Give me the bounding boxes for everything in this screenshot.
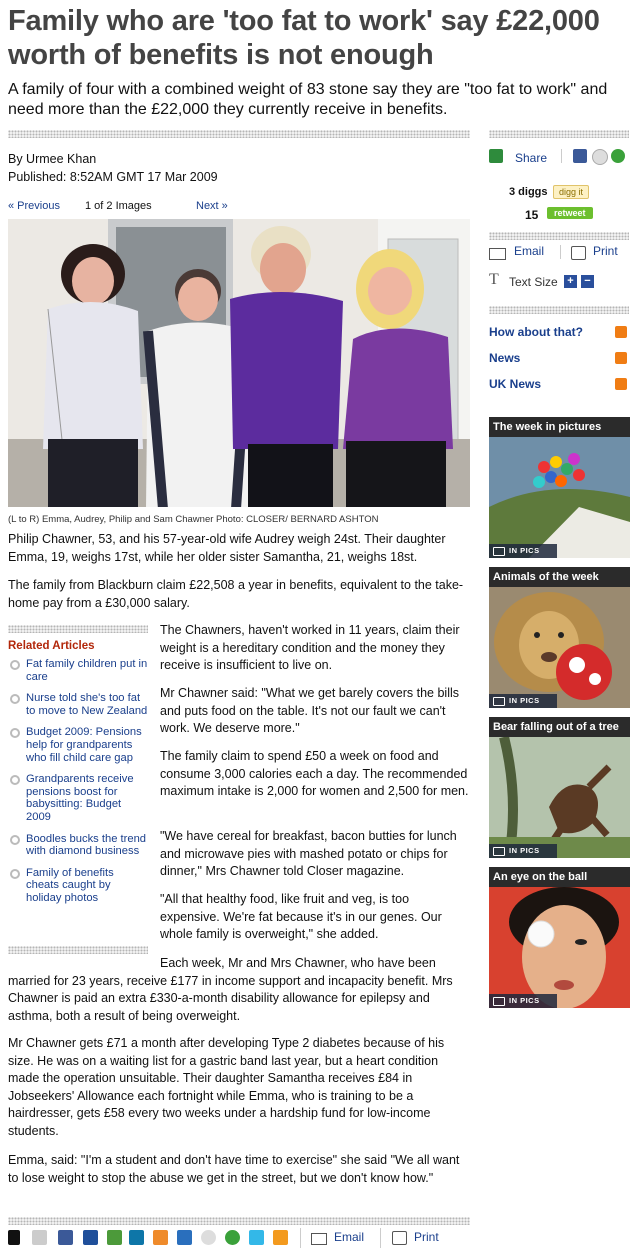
rss-icon[interactable]	[615, 352, 627, 364]
promo-bear-falling[interactable]	[489, 717, 630, 858]
in-pics-badge: IN PICS	[489, 994, 557, 1008]
retweet-button[interactable]: retweet	[547, 207, 593, 219]
promo-image	[489, 737, 630, 858]
section-link-label: UK News	[489, 377, 542, 391]
buzz-icon[interactable]	[273, 1230, 288, 1245]
related-article-label: Budget 2009: Pensions help for grandparents who fill child care gap	[26, 726, 142, 764]
promo-image	[489, 587, 630, 708]
printer-icon	[392, 1231, 407, 1245]
related-article-label: Fat family children put in care	[26, 658, 148, 683]
camera-icon	[493, 547, 505, 556]
facebook-icon[interactable]	[573, 149, 587, 163]
article-photo[interactable]	[8, 219, 470, 507]
delicious-icon[interactable]	[8, 1230, 20, 1245]
related-article-label: Family of benefits cheats caught by holiday photos	[26, 866, 114, 904]
paragraph: Each week, Mr and Mrs Chawner, who have been married for 23 years, receive £177 in income support and incapacity benefit. Mrs Chawner is paid an extra £330-a-month disability allowance for epilepsy and asthma, both a result of being overweight.	[8, 956, 453, 1023]
bullet-icon	[10, 775, 20, 785]
fark-icon[interactable]	[83, 1230, 98, 1245]
related-article-link[interactable]	[8, 773, 148, 823]
promo-title: An eye on the ball	[489, 867, 630, 887]
related-article-label: Nurse told she's too fat to move to New Zealand	[26, 692, 148, 717]
rss-icon[interactable]	[615, 326, 627, 338]
related-articles-list	[8, 658, 148, 905]
digg-count: 3 diggs	[509, 186, 548, 198]
paragraph: "All that healthy food, like fruit and veg, is too expensive. We're fat because it's in our genes. Our whole family is overweight," she added.	[160, 892, 442, 941]
digg-retweet-block	[489, 186, 629, 226]
paragraph: "We have cereal for breakfast, bacon butties for lunch and microwave pies with mashed potato or chips for dinner," Mrs Chawner told Closer magazine.	[160, 829, 457, 878]
paragraph: The family claim to spend £50 a week on food and consume 3,000 calories each a day. The recommended maximum intake is 2,000 for women and 2,500 for men.	[160, 749, 469, 798]
text-size-row	[489, 273, 629, 293]
promo-title: Animals of the week	[489, 567, 630, 587]
paragraph: The family from Blackburn claim £22,508 a year in benefits, equivalent to the take-home pay from a £30,000 salary.	[8, 578, 464, 610]
related-article-label: Boodles bucks the trend with diamond business	[26, 832, 147, 858]
related-article-link[interactable]	[8, 726, 148, 764]
twitter-icon[interactable]	[249, 1230, 264, 1245]
digg-button[interactable]: digg it	[553, 185, 589, 199]
divider	[560, 245, 561, 259]
divider	[561, 149, 562, 163]
share-link[interactable]: Share	[515, 151, 548, 165]
related-articles	[8, 640, 148, 914]
promo-title: Bear falling out of a tree	[489, 717, 630, 737]
related-article-label: Grandparents receive pensions boost for babysitting: Budget 2009	[26, 773, 134, 823]
reddit-icon[interactable]	[201, 1230, 216, 1245]
related-articles-heading: Related Articles	[8, 640, 95, 652]
camera-icon	[493, 847, 505, 856]
in-pics-badge: IN PICS	[489, 694, 557, 708]
reddit-icon[interactable]	[592, 149, 608, 165]
share-footer	[8, 1228, 478, 1248]
promo-image	[489, 437, 630, 558]
related-article-link[interactable]	[8, 658, 148, 683]
section-link-news[interactable]	[489, 351, 629, 375]
section-link-label: News	[489, 351, 521, 365]
article-headline: Family who are 'too fat to work' say £22,000 worth of benefits is not enough	[8, 5, 600, 71]
footer-email-link[interactable]: Email	[334, 1230, 365, 1244]
share-icon	[489, 149, 503, 163]
stumbleupon-icon[interactable]	[225, 1230, 240, 1245]
email-print-row	[489, 244, 629, 264]
promo-eye-on-the-ball[interactable]	[489, 867, 630, 1008]
promo-animals-of-the-week[interactable]	[489, 567, 630, 708]
section-link-uk-news[interactable]	[489, 377, 629, 401]
promo-week-in-pictures[interactable]	[489, 417, 630, 558]
related-article-link[interactable]	[8, 692, 148, 717]
promo-title: The week in pictures	[489, 417, 630, 437]
in-pics-badge: IN PICS	[489, 844, 557, 858]
gallery-next-link[interactable]: Next »	[196, 200, 228, 212]
section-link-label: How about that?	[489, 325, 583, 339]
related-article-link[interactable]	[8, 867, 148, 905]
author-line: By Urmee Khan	[8, 152, 97, 166]
divider	[300, 1228, 301, 1248]
paragraph: The Chawners, haven't worked in 11 years, claim their weight is a hereditary condition and the money they receive is insufficient to live on.	[160, 623, 460, 672]
family-photo-illustration	[8, 219, 470, 507]
bullet-icon	[10, 728, 20, 738]
dotted-divider	[489, 232, 629, 240]
bullet-icon	[10, 660, 20, 670]
bullet-icon	[10, 694, 20, 704]
rss-icon[interactable]	[615, 378, 627, 390]
dotted-divider	[8, 1217, 470, 1225]
bookmark-icon[interactable]	[32, 1230, 47, 1245]
google-icon[interactable]	[107, 1230, 122, 1245]
envelope-icon	[489, 248, 506, 260]
footer-print-link[interactable]: Print	[414, 1230, 439, 1244]
paragraph: Emma, said: "I'm a student and don't have time to exercise" she said "We all want to lose weight to stop the abuse we get in the street, but we don't know how."	[8, 1153, 460, 1185]
printer-icon	[571, 246, 586, 260]
email-link[interactable]: Email	[514, 244, 545, 258]
text-size-decrease-button[interactable]: −	[581, 275, 594, 288]
retweet-count: 15	[525, 208, 539, 222]
in-pics-badge: IN PICS	[489, 544, 557, 558]
byline-block	[8, 150, 218, 186]
myspace-icon[interactable]	[177, 1230, 192, 1245]
camera-icon	[493, 997, 505, 1006]
dotted-divider	[489, 130, 629, 138]
paragraph: Mr Chawner said: "What we get barely covers the bills and puts food on the table. It's not our fault we can't work. We deserve more."	[160, 686, 459, 735]
print-link[interactable]: Print	[593, 244, 618, 258]
promo-image	[489, 887, 630, 1008]
gallery-count: 1 of 2 Images	[85, 200, 152, 212]
windows-live-icon[interactable]	[153, 1230, 168, 1245]
bullet-icon	[10, 835, 20, 845]
envelope-icon	[311, 1233, 327, 1245]
paragraph: Philip Chawner, 53, and his 57-year-old wife Audrey weigh 24st. Their daughter Emma, 19, weighs 17st, while her older sister Samantha, 21, weighs 18st.	[8, 532, 446, 564]
dotted-divider	[8, 130, 470, 138]
dotted-divider	[8, 946, 148, 954]
published-date: Published: 8:52AM GMT 17 Mar 2009	[8, 170, 218, 184]
dotted-divider	[489, 306, 629, 314]
photo-caption: (L to R) Emma, Audrey, Philip and Sam Chawner Photo: CLOSER/ BERNARD ASHTON	[8, 514, 379, 525]
article-standfirst: A family of four with a combined weight of 83 stone say they are "too fat to work" and need more than the £22,000 they currently receive in benefits.	[8, 81, 608, 118]
gallery-previous-link[interactable]: « Previous	[8, 200, 60, 212]
stumbleupon-icon[interactable]	[611, 149, 625, 163]
linkedin-icon[interactable]	[129, 1230, 144, 1245]
text-size-icon: T	[489, 271, 499, 288]
facebook-icon[interactable]	[58, 1230, 73, 1245]
dotted-divider	[8, 625, 148, 633]
bullet-icon	[10, 869, 20, 879]
text-size-increase-button[interactable]: +	[564, 275, 577, 288]
paragraph: Mr Chawner gets £71 a month after developing Type 2 diabetes because of his size. He was on a waiting list for a gastric band last year, but a heart condition made the operation unsuitable. Their daughter Samantha receives £84 in Jobseekers' Allowance each fortnight while Emma, who is training to be a hairdresser, gets £58 every two weeks under a hardship fund for low-income students.	[8, 1036, 445, 1138]
camera-icon	[493, 697, 505, 706]
section-link-how-about-that[interactable]	[489, 325, 629, 349]
divider	[380, 1228, 381, 1248]
share-row	[489, 148, 629, 168]
text-size-label: Text Size	[509, 275, 558, 289]
section-links	[489, 322, 629, 402]
related-article-link[interactable]	[8, 833, 148, 858]
